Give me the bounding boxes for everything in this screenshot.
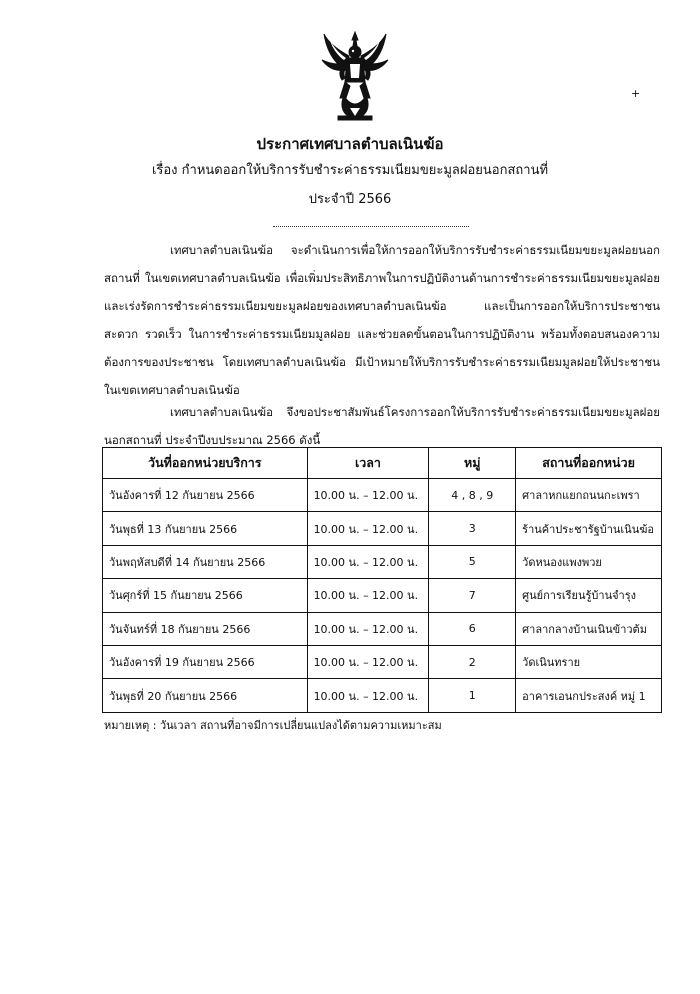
cell-date: วันอังคารที่ 12 กันยายน 2566 <box>103 479 308 512</box>
table-header-row <box>103 448 662 479</box>
cell-time: 10.00 น. – 12.00 น. <box>307 612 429 645</box>
cell-time: 10.00 น. – 12.00 น. <box>307 679 429 712</box>
cell-date: วันพุธที่ 13 กันยายน 2566 <box>103 512 308 545</box>
cell-location: วัดหนองแพงพวย <box>516 545 662 578</box>
cell-village: 6 <box>429 612 516 645</box>
cell-date: วันพฤหัสบดีที่ 14 กันยายน 2566 <box>103 545 308 578</box>
garuda-emblem-icon <box>320 30 390 122</box>
table-row <box>103 579 662 612</box>
schedule-table <box>102 447 662 713</box>
cell-time: 10.00 น. – 12.00 น. <box>307 512 429 545</box>
table-row <box>103 645 662 678</box>
cell-date: วันศุกร์ที่ 15 กันยายน 2566 <box>103 579 308 612</box>
announcement-year: ประจำปี 2566 <box>308 192 392 207</box>
cell-village: 3 <box>429 512 516 545</box>
cell-date: วันพุธที่ 20 กันยายน 2566 <box>103 679 308 712</box>
cell-location: ศูนย์การเรียนรู้บ้านจำรุง <box>516 579 662 612</box>
column-header-time: เวลา <box>307 448 429 479</box>
cell-time: 10.00 น. – 12.00 น. <box>307 645 429 678</box>
dotted-divider <box>273 226 469 227</box>
table-row <box>103 612 662 645</box>
cell-location: อาคารเอนกประสงค์ หมู่ 1 <box>516 679 662 712</box>
cell-village: 1 <box>429 679 516 712</box>
announcement-title: ประกาศเทศบาลตำบลเนินฆ้อ <box>256 135 444 153</box>
cell-location: ร้านค้าประชารัฐบ้านเนินฆ้อ <box>516 512 662 545</box>
cell-location: ศาลากลางบ้านเนินข้าวต้ม <box>516 612 662 645</box>
cell-time: 10.00 น. – 12.00 น. <box>307 579 429 612</box>
cell-time: 10.00 น. – 12.00 น. <box>307 545 429 578</box>
body-paragraph-1: เทศบาลตำบลเนินฆ้อ จะดำเนินการเพื่อให้การออกให้บริการรับชำระค่าธรรมเนียมขยะมูลฝอยนอกสถานที่ ในเขตเทศบาลตำบลเนินฆ้อ เพื่อเพิ่มประสิทธิภาพในการปฏิบัติงานด้านการชำระค่าธรรมเนียมขยะมูลฝอยและเร่งรัดการชำระค่าธรรมเนียมขยะมูลฝอยของเทศบาลตำบลเนินฆ้อ และเป็นการออกให้บริการประชาชนสะดวก รวดเร็ว ในการชำระค่าธรรมเนียมมูลฝอย และช่วยลดขั้นตอนในการปฏิบัติงาน พร้อมทั้งตอบสนองความต้องการของประชาชน โดยเทศบาลตำบลเนินฆ้อ มีเป้าหมายให้บริการรับชำระค่าธรรมเนียมมูลฝอยให้ประชาชน ในเขตเทศบาลตำบลเนินฆ้อ <box>104 243 660 397</box>
table-row <box>103 512 662 545</box>
footnote: หมายเหตุ : วันเวลา สถานที่อาจมีการเปลี่ยนแปลงได้ตามความเหมาะสม <box>104 719 442 732</box>
cell-village: 2 <box>429 645 516 678</box>
corner-mark: + <box>631 87 641 100</box>
body-paragraph-2: เทศบาลตำบลเนินฆ้อ จึงขอประชาสัมพันธ์โครงการออกให้บริการรับชำระค่าธรรมเนียมขยะมูลฝอยนอกสถานที่ ประจำปีงบประมาณ 2566 ดังนี้ <box>104 405 660 447</box>
announcement-subject: เรื่อง กำหนดออกให้บริการรับชำระค่าธรรมเนียมขยะมูลฝอยนอกสถานที่ <box>151 163 549 178</box>
column-header-date: วันที่ออกหน่วยบริการ <box>103 448 308 479</box>
cell-location: ศาลาหกแยกถนนกะเพรา <box>516 479 662 512</box>
cell-location: วัดเนินทราย <box>516 645 662 678</box>
column-header-location: สถานที่ออกหน่วย <box>516 448 662 479</box>
cell-date: วันอังคารที่ 19 กันยายน 2566 <box>103 645 308 678</box>
table-row <box>103 679 662 712</box>
cell-village: 7 <box>429 579 516 612</box>
cell-village: 5 <box>429 545 516 578</box>
table-row <box>103 479 662 512</box>
cell-time: 10.00 น. – 12.00 น. <box>307 479 429 512</box>
table-row <box>103 545 662 578</box>
column-header-village: หมู่ <box>429 448 516 479</box>
cell-village: 4 , 8 , 9 <box>429 479 516 512</box>
cell-date: วันจันทร์ที่ 18 กันยายน 2566 <box>103 612 308 645</box>
